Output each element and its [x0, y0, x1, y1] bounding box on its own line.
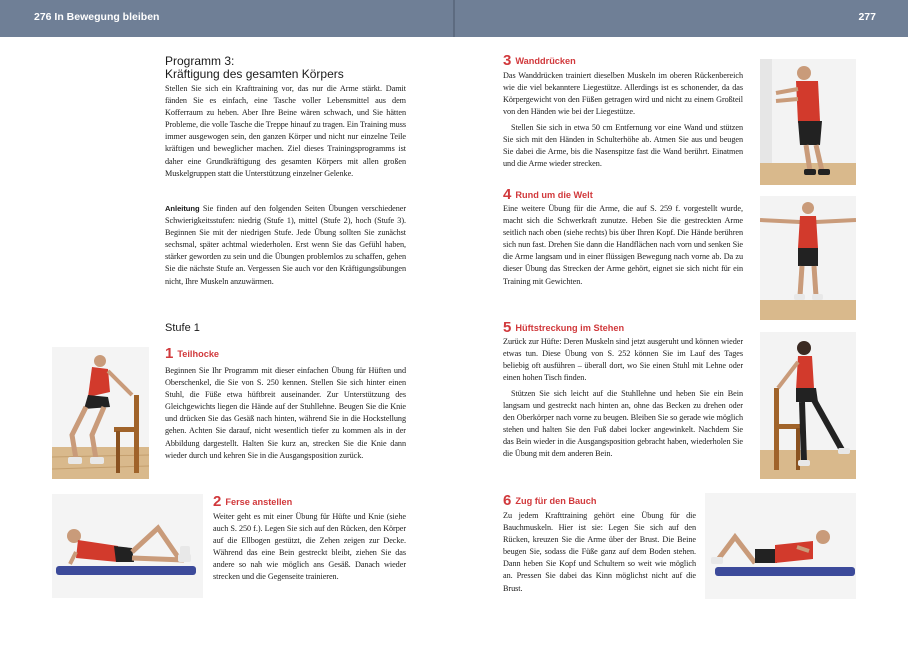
exercise-4-heading [503, 186, 593, 203]
exercise-name: Hüftstreckung im Stehen [515, 323, 625, 333]
exercise-name: Ferse anstellen [225, 497, 293, 507]
exercise-number: 6 [503, 492, 512, 509]
left-page-header: 276 In Bewegung bleiben [34, 11, 160, 23]
exercise-1-text: Beginnen Sie Ihr Programm mit dieser einfachen Übung für Hüften und Oberschenkel, die Sie von S. 250 kennen. Stellen Sie sich hinter einen Stuhl, die Füße etwa hüftbreit auseinander. Zur Unterstützung des Gleichgewichts liegen die Hände auf der Stuhllehne. Beugen Sie die Knie und drücken Sie das Gesäß nach hinten, während Sie in die Hockstellung gehen. Achten Sie darauf, nicht wesentlich tiefer zu kommen als in der Abbildung dargestellt. Halten Sie kurz an, strecken Sie die Knie dann wieder durch und kehren Sie in die Ausgangsposition zurück. [165, 366, 406, 460]
program-title-line2: Kräftigung des gesamten Körpers [165, 67, 344, 81]
exercise-6-heading [503, 492, 597, 509]
exercise-name: Wanddrücken [515, 56, 576, 66]
level-heading: Stufe 1 [165, 322, 200, 334]
photo-around-the-world [760, 196, 856, 320]
exercise-name: Teilhocke [177, 349, 220, 359]
photo-abdominal-crunch [705, 493, 856, 599]
exercise-5-heading [503, 319, 624, 336]
exercise-3-text-2: Stellen Sie sich in etwa 50 cm Entfernung vor eine Wand und stützen Sie sich mit den Händen in Schulterhöhe ab. Atmen Sie aus und beugen Sie dabei die Arme, bis die Nasenspitze fast die Wand berührt. Einatmen und die Arme wieder strecken. [503, 123, 743, 169]
program-title [165, 55, 405, 81]
wall-push-illustration [760, 59, 856, 185]
crunch-illustration [705, 493, 856, 599]
exercise-3-text-1: Das Wanddrücken trainiert dieselben Muskeln im oberen Rückenbereich wie die viel bekanntere Liegestütze. Allerdings ist es schonender, da das Körpergewicht von den Füßen getragen wird und nicht zu einem Großteil von den Händen wie bei der Liegestütze. [503, 71, 743, 117]
squat-illustration [52, 347, 149, 479]
program-instruction: Anleitung Sie finden auf den folgenden Seiten Übungen verschiedener Schwierigkeitsstufen: niedrig (Stufe 1), mittel (Stufe 2), hoch (Stufe 3). Beginnen Sie mit der niedrigen Stufe. Jede Übung sollten Sie zunächst sechsmal, später achtmal wiederholen. Erst wenn Sie das Gefühl haben, stärker geworden zu sein und die Übungen problemlos zu schaffen, gehen Sie die nächste Stufe an. Vergessen Sie auch vor den Kräftigungsübungen nicht, Ihre Muskeln anzuwärmen. [165, 204, 406, 286]
exercise-2-heading [213, 493, 292, 510]
exercise-2-text: Weiter geht es mit einer Übung für Hüfte und Knie (siehe auch S. 250 f.). Legen Sie sich auf den Rücken, den Körper auf die Ellbogen gestützt, die Zehen zeigen zur Decke. Während das eine Bein gestreckt bleibt, ziehen Sie das andere so nah wie möglich ans Gesäß. Danach wieder strecken und die Gegenseite trainieren. [213, 512, 406, 582]
exercise-4-text: Eine weitere Übung für die Arme, die auf S. 259 f. vorgestellt wurde, macht sich die Schwerkraft zunutze. Heben Sie die gestreckten Arme seitlich nach oben (siehe rechts) bis über Ihren Kopf. Die Hände berühren sich nun fast. Drehen Sie dann die Handflächen nach vorn und senken Sie die Arme langsam und in einer flüssigen Bewegung nach vorne ab. Da zu dieser Übung das Strecken der Arme gehört, eignet sie sich nicht für ein Training mit Gewichten. [503, 204, 743, 286]
exercise-5-text-1: Zurück zur Hüfte: Deren Muskeln sind jetzt ausgeruht und können wieder etwas tun. Diese Übung von S. 252 können Sie im Lauf des Tages beliebig oft ausführen – überall dort, wo Sie einen Stuhl mit Lehne oder einen hohen Tisch finden. [503, 337, 743, 383]
exercise-1-heading [165, 345, 219, 362]
exercise-3-heading [503, 52, 576, 69]
instruction-lead: Anleitung [165, 204, 200, 213]
right-page-number: 277 [858, 11, 876, 23]
photo-standing-hip-extension [760, 332, 856, 479]
exercise-number: 3 [503, 52, 512, 69]
program-intro: Stellen Sie sich ein Krafttraining vor, das nur die Arme stärkt. Damit fänden Sie es einfach, eine Tasche voller Lebensmittel aus dem Kofferraum zu heben. Aber Ihre Beine wären schwach, und Sie hätten Probleme, die volle Tasche die Treppe hinauf zu tragen. Ein Training muss immer ausgewogen sein, den ganzen Körper und nicht nur einzelne Teile kräftigen und beweglicher machen. Ziel dieses Trainingsprogramms ist daher eine Grundkräftigung des gesamten Körpers mit allen großen Muskelgruppen statt die Unterstützung einzelner Gelenke. [165, 84, 406, 178]
exercise-number: 1 [165, 345, 174, 362]
around-the-world-illustration [760, 196, 856, 320]
exercise-name: Rund um die Welt [515, 190, 593, 200]
exercise-6-text: Zu jedem Krafttraining gehört eine Übung für die Bauchmuskeln. Hier ist sie: Legen Sie sich auf den Rücken, kreuzen Sie die Arme über der Brust. Die Beine beugen Sie, sodass die Füße ganz auf dem Boden stehen. Dann heben Sie Kopf und Schultern so weit wie möglich an. Pressen Sie dabei das Kinn möglichst nicht auf die Brust. [503, 511, 696, 593]
exercise-number: 5 [503, 319, 512, 336]
program-title-line1: Programm 3: [165, 54, 235, 68]
heel-slide-illustration [52, 494, 203, 598]
photo-wall-push [760, 59, 856, 185]
exercise-name: Zug für den Bauch [515, 496, 597, 506]
page-gutter [453, 0, 455, 37]
exercise-5-text-2: Stützen Sie sich leicht auf die Stuhllehne und heben Sie ein Bein langsam und gestreckt nach hinten an, ohne das Becken zu drehen oder den Oberkörper nach vorne zu beugen. Bleiben Sie so gerade wie möglich stehen und halten Sie den Fuß dabei locker angewinkelt. Nachdem Sie das Bein wieder in die Ausgangsposition gebracht haben, wiederholen Sie die Übung mit dem anderen Bein. [503, 389, 743, 459]
photo-heel-slide [52, 494, 203, 598]
hip-extension-illustration [760, 332, 856, 479]
exercise-number: 2 [213, 493, 222, 510]
exercise-number: 4 [503, 186, 512, 203]
photo-partial-squat [52, 347, 149, 479]
